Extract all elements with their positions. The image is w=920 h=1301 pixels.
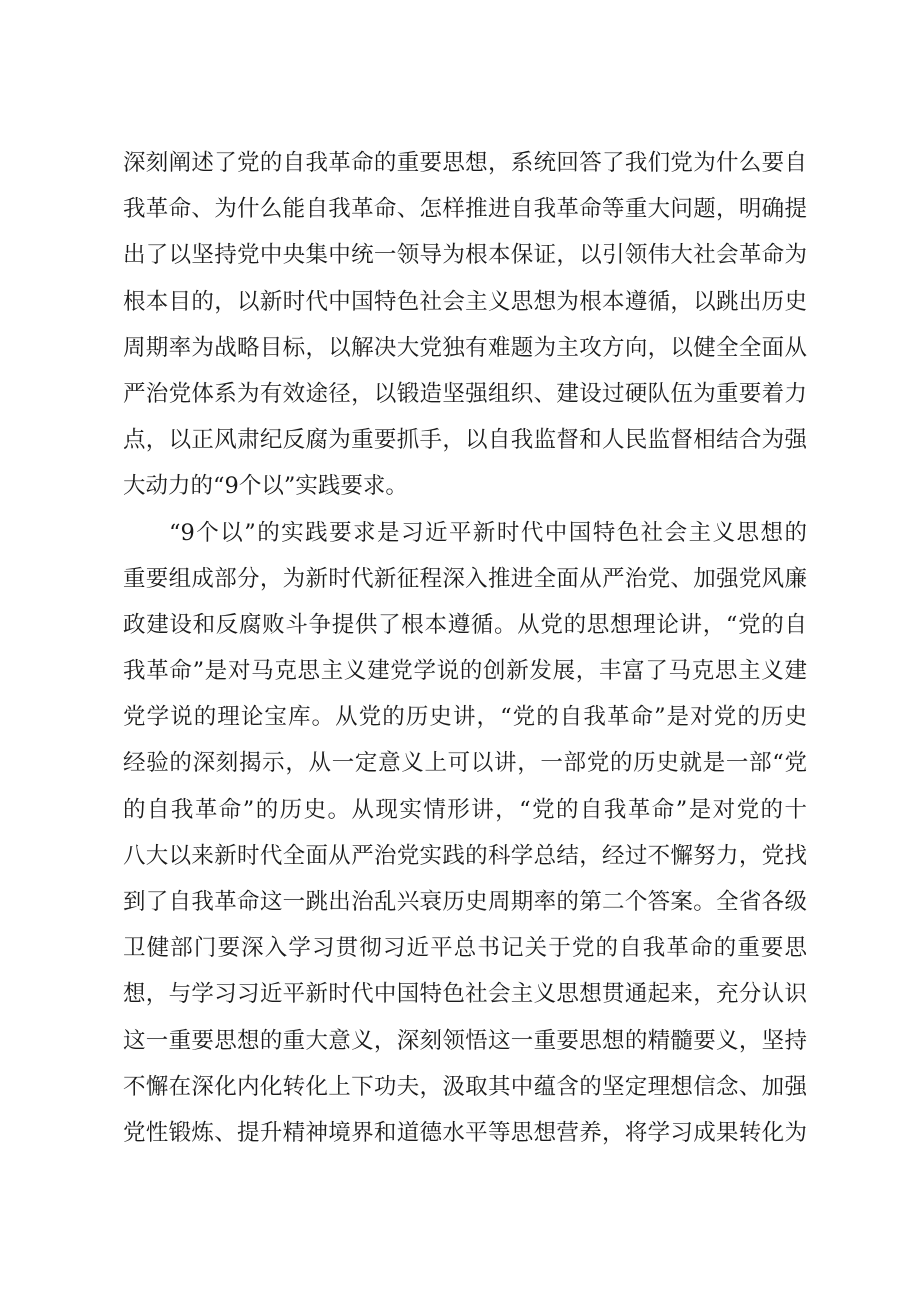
text-line: 不懈在深化内化转化上下功夫，汲取其中蕴含的坚定理想信念、加强 [123, 1073, 807, 1100]
text-line: 这一重要思想的重大意义，深刻领悟这一重要思想的精髓要义，坚持 [123, 1027, 807, 1054]
text-line: 政建设和反腐败斗争提供了根本遵循。从党的思想理论讲，“党的自 [123, 611, 807, 638]
text-line: 卫健部门要深入学习贯彻习近平总书记关于党的自我革命的重要思 [123, 935, 807, 962]
body-text [123, 140, 807, 1156]
text-line: 根本目的，以新时代中国特色社会主义思想为根本遵循，以跳出历史 [123, 288, 807, 315]
text-line: 点，以正风肃纪反腐为重要抓手，以自我监督和人民监督相结合为强 [123, 427, 807, 454]
text-line: “9个以”的实践要求是习近平新时代中国特色社会主义思想的 [169, 519, 807, 546]
text-line: 我革命”是对马克思主义建党学说的创新发展，丰富了马克思主义建 [123, 658, 807, 685]
paragraph [123, 140, 807, 510]
paragraph [123, 510, 807, 1157]
text-line: 党学说的理论宝库。从党的历史讲，“党的自我革命”是对党的历史 [123, 704, 807, 731]
text-line: 深刻阐述了党的自我革命的重要思想，系统回答了我们党为什么要自 [123, 150, 807, 176]
text-line: 重要组成部分，为新时代新征程深入推进全面从严治党、加强党风廉 [123, 565, 807, 592]
text-line: 的自我革命”的历史。从现实情形讲，“党的自我革命”是对党的十 [123, 796, 807, 823]
text-line: 周期率为战略目标，以解决大党独有难题为主攻方向，以健全全面从 [123, 334, 807, 361]
text-line: 到了自我革命这一跳出治乱兴衰历史周期率的第二个答案。全省各级 [123, 889, 807, 915]
text-line: 出了以坚持党中央集中统一领导为根本保证，以引领伟大社会革命为 [123, 242, 807, 269]
text-line: 想，与学习习近平新时代中国特色社会主义思想贯通起来，充分认识 [123, 981, 807, 1008]
text-line: 我革命、为什么能自我革命、怎样推进自我革命等重大问题，明确提 [123, 196, 807, 223]
text-line: 经验的深刻揭示，从一定意义上可以讲，一部党的历史就是一部“党 [123, 750, 807, 777]
text-line: 大动力的“9个以”实践要求。 [123, 473, 408, 500]
text-line: 八大以来新时代全面从严治党实践的科学总结，经过不懈努力，党找 [123, 842, 807, 869]
text-line: 党性锻炼、提升精神境界和道德水平等思想营养，将学习成果转化为 [123, 1119, 807, 1146]
text-line: 严治党体系为有效途径，以锻造坚强组织、建设过硬队伍为重要着力 [123, 380, 807, 407]
